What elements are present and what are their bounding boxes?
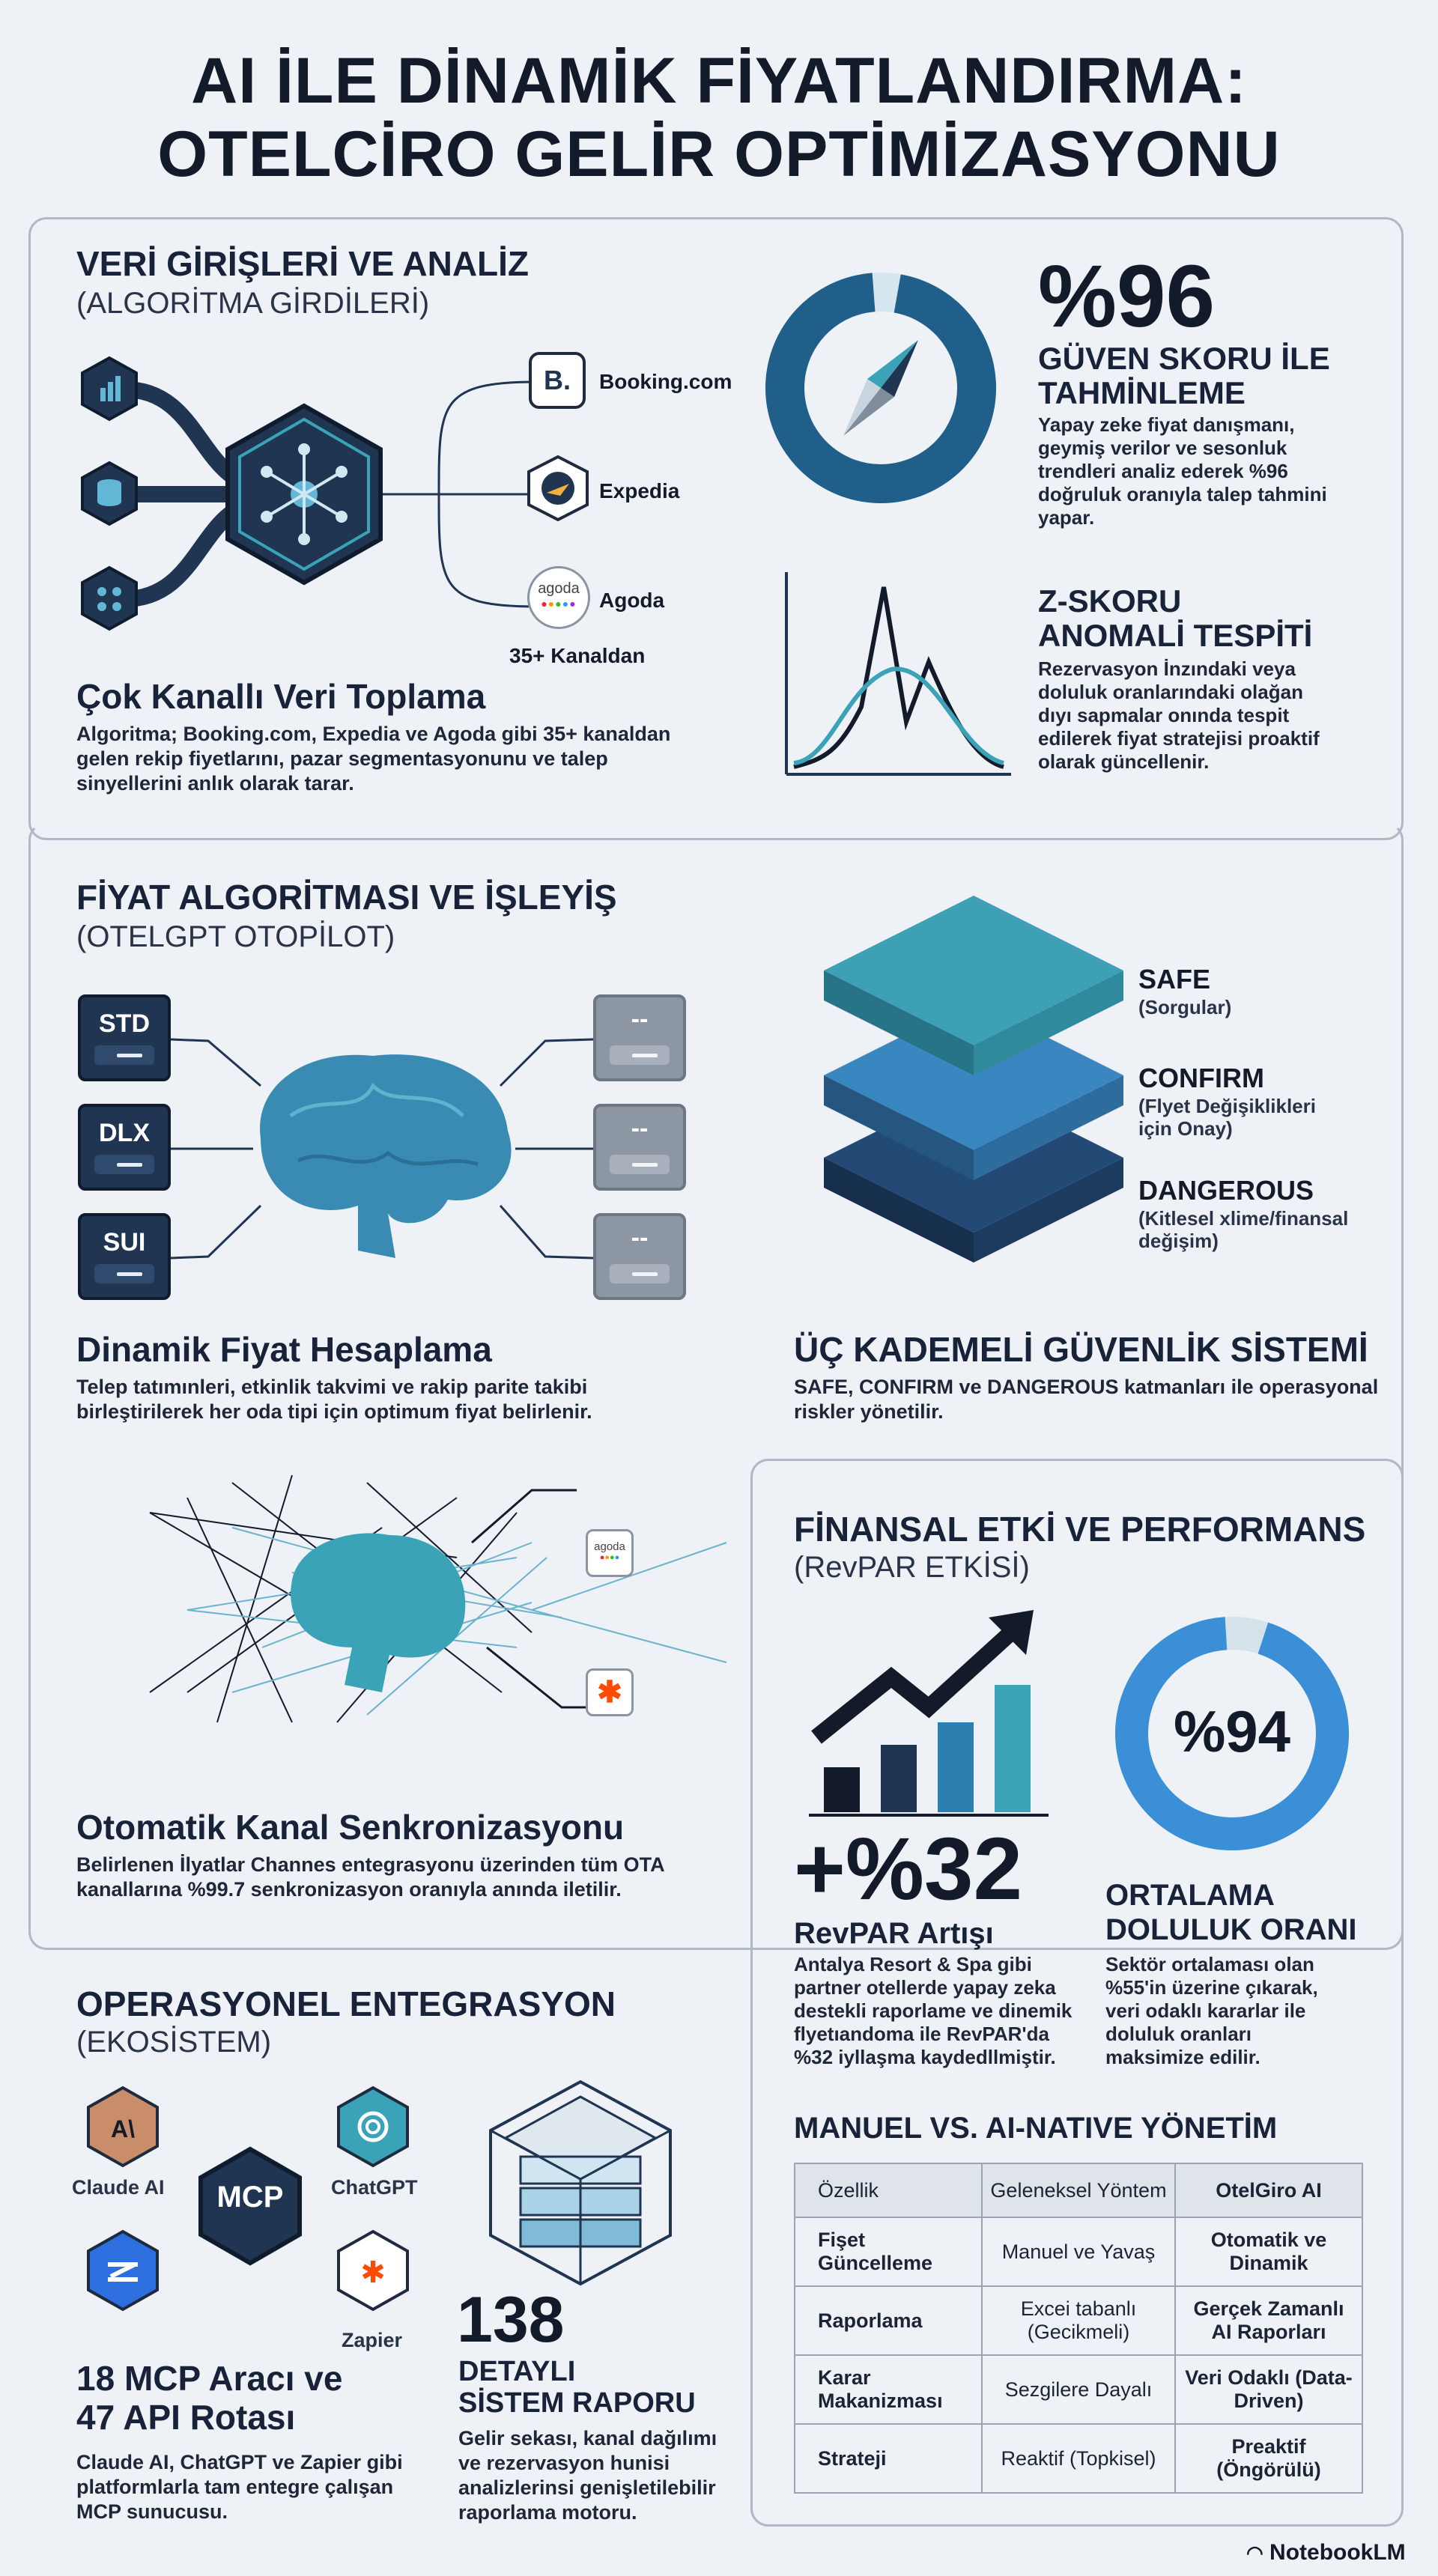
revpar-text [794,1953,1072,2069]
room-label: SUI [103,1228,146,1257]
page-subtitle: OTELCİRO GELİR OPTİMİZASYONU [157,118,1281,190]
report-title-line: DETAYLI [458,2356,576,2387]
report-text-line: raporlama motoru. [458,2501,637,2524]
occupancy-text-line: maksimize edilir. [1105,2046,1260,2068]
layer-dangerous-desc [1138,1207,1348,1252]
mcp-hub-label: MCP [216,2181,284,2214]
revpar-text-line: destekli raporlame ve dinemik [794,1999,1073,2022]
chart-icon [82,358,136,419]
channel-count-label: 35+ Kanaldan [509,644,646,667]
z-score-title [1038,584,1312,653]
table-header-row [795,2163,1362,2217]
occupancy-title [1105,1878,1357,1947]
price-slot-1 [593,994,686,1081]
table-cell: Fişet Güncelleme [795,2217,982,2286]
tool-label-claude: Claude AI [72,2176,165,2199]
section-subheading-algorithm: (OTELGPT OTOPİLOT) [76,920,395,953]
mcp-title-line: 18 MCP Aracı ve [76,2359,343,2398]
section-heading-ops: OPERASYONEL ENTEGRASYON [76,1984,616,2023]
mcp-title-line: 47 API Rotası [76,2398,296,2437]
report-title [458,2356,696,2419]
confidence-text-line: trendleri analiz ederek %96 [1038,460,1288,482]
mcp-text-line: MCP sunucusu. [76,2500,228,2523]
mcp-text-line: Claude AI, ChatGPT ve Zapier gibi [76,2451,403,2473]
confidence-title-line: TAHMİNLEME [1038,375,1246,410]
report-text [458,2426,717,2525]
confidence-text [1038,413,1327,529]
table-cell: Strateji [795,2424,982,2493]
occupancy-text [1105,1953,1318,2069]
layer-desc-line: (Flyet Değişiklikleri [1138,1095,1316,1117]
zapier-icon [339,2232,407,2309]
collect-text-line: gelen rekip fiyetlarını, pazar segmentasyonunu ve talep [76,747,608,770]
confidence-text-line: yapar. [1038,506,1095,529]
occupancy-text-line: doluluk oranları [1105,2023,1252,2045]
layer-dangerous-label: DANGEROUS [1138,1175,1314,1206]
table-row [795,2355,1362,2424]
revpar-growth-chart-icon [801,1603,1056,1820]
z-score-text-line: olarak güncellenir. [1038,750,1210,773]
price-slot-label: -- [631,1005,649,1033]
table-cell: Manuel ve Yavaş [982,2217,1175,2286]
revpar-text-line: flyetıandoma ile RevPAR'da [794,2023,1049,2045]
layer-desc-line: (Kitlesel xlime/finansal [1138,1207,1349,1230]
layer-safe-desc: (Sorgular) [1138,996,1232,1018]
room-label: DLX [99,1119,150,1147]
section-heading-finance: FİNANSAL ETKİ VE PERFORMANS [794,1510,1366,1549]
table-header: Özellik [795,2163,982,2217]
sync-text-line: kanallarına %99.7 senkronizasyon oranıyla anında iletilir. [76,1878,622,1901]
occupancy-title-line: DOLULUK ORANI [1105,1913,1357,1946]
price-slot-2 [593,1104,686,1191]
channel-booking-label: Booking.com [599,370,732,393]
booking-logo-icon: B. [529,352,586,409]
table-cell: Sezgilere Dayalı [982,2355,1175,2424]
confidence-value: %96 [1038,247,1216,346]
occupancy-value: %94 [1173,1698,1291,1764]
footer-brand [1246,2540,1406,2566]
chatgpt-icon [339,2088,407,2166]
room-chip-std [78,994,171,1081]
table-cell: Veri Odaklı (Data-Driven) [1175,2355,1362,2424]
collect-title: Çok Kanallı Veri Toplama [76,677,486,716]
table-cell: Gerçek Zamanlı AI Raporları [1175,2286,1362,2355]
pricing-text-line: birleştirilerek her oda tipi için optimum fiyat belirlenir. [76,1400,592,1423]
page-title: AI İLE DİNAMİK FİYATLANDIRMA: [191,45,1247,117]
z-score-text-line: doluluk oranlarındaki olağan [1038,681,1303,703]
mcp-text-line: platformlarla tam entegre çalışan [76,2476,394,2498]
collect-text [76,722,670,796]
layer-desc-line: değişim) [1138,1230,1219,1252]
brain-graphic [171,1003,593,1288]
room-label: STD [99,1009,150,1038]
sync-network-graphic [142,1468,741,1737]
table-cell: Otomatik ve Dinamik [1175,2217,1362,2286]
agoda-logo-icon [527,566,590,629]
revpar-text-line: partner otellerde yapay zeka [794,1976,1056,1999]
layer-confirm-label: CONFIRM [1138,1063,1264,1093]
revpar-value: +%32 [794,1820,1023,1919]
database-icon [82,463,136,524]
table-cell: Excei tabanlı (Gecikmeli) [982,2286,1175,2355]
collect-text-line: sinyellerini anlık olarak tarar. [76,772,354,795]
data-hub-graphic [72,344,536,644]
occupancy-text-line: %55'in üzerine çıkarak, [1105,1976,1318,1999]
occupancy-title-line: ORTALAMA [1105,1879,1275,1912]
channel-agoda-label: Agoda [599,589,665,612]
zapier-sync-icon: ✱ [586,1668,634,1716]
occupancy-text-line: Sektör ortalaması olan [1105,1953,1314,1975]
room-chip-dlx [78,1104,171,1191]
sync-brain-icon [291,1534,465,1693]
layer-confirm-desc [1138,1095,1316,1140]
sync-text [76,1853,665,1902]
expedia-icon [526,454,590,523]
z-score-title-line: ANOMALİ TESPİTİ [1038,618,1313,653]
table-cell: Reaktif (Topkisel) [982,2424,1175,2493]
z-score-text [1038,657,1320,774]
price-slot-label: -- [631,1224,649,1252]
confidence-text-line: Yapay zeke fiyat danışmanı, [1038,413,1295,436]
z-score-text-line: edilerek fiyat stratejisi proaktif [1038,727,1320,750]
confidence-gauge [761,268,1001,508]
claude-ai-icon [88,2088,157,2166]
mcp-title [76,2359,342,2437]
revpar-text-line: %32 iyllaşma kaydedllmiştir. [794,2046,1056,2068]
security-text-line: riskler yönetilir. [794,1400,944,1423]
confidence-text-line: doğruluk oranıyla talep tahmini [1038,483,1327,505]
mcp-text [76,2450,403,2524]
report-count: 138 [457,2284,565,2356]
agoda-sync-icon: agoda ●●●● [586,1529,634,1577]
section-heading-data: VERİ GİRİŞLERİ VE ANALİZ [76,244,530,283]
report-text-line: Gelir sekası, kanal dağılımı [458,2427,718,2449]
compare-heading: MANUEL VS. AI-NATIVE YÖNETİM [794,2112,1278,2145]
pricing-text [76,1375,592,1424]
pricing-title: Dinamik Fiyat Hesaplama [76,1330,492,1369]
analysis-hub-icon [228,406,380,583]
table-row [795,2424,1362,2493]
layer-desc-line: için Onay) [1138,1117,1233,1140]
security-text-line: SAFE, CONFIRM ve DANGEROUS katmanları ile operasyonal [794,1376,1379,1398]
svg-text:✱: ✱ [360,2255,386,2290]
room-chip-sui [78,1213,171,1300]
layer-safe-shape [824,896,1123,1075]
tool-label-chatgpt: ChatGPT [331,2176,418,2199]
price-slot-label: -- [631,1114,649,1143]
confidence-title-line: GÜVEN SKORU İLE [1038,341,1330,376]
network-icon [82,568,136,629]
table-header: OtelGiro AI [1175,2163,1362,2217]
table-cell: Karar Makanizması [795,2355,982,2424]
tool-label-zapier: Zapier [342,2329,403,2351]
report-stack-icon [479,2074,682,2291]
table-cell: Preaktif (Öngörülü) [1175,2424,1362,2493]
sync-title: Otomatik Kanal Senkronizasyonu [76,1808,625,1847]
notebooklm-logo-icon: ◠ [1246,2542,1263,2564]
agent-tool-icon [88,2232,157,2309]
report-text-line: analizlerinsi genişletilebilir [458,2476,716,2499]
report-text-line: ve rezervasyon hunisi [458,2452,670,2474]
report-title-line: SİSTEM RAPORU [458,2387,696,2419]
anomaly-chart-graphic [779,572,1011,782]
sync-text-line: Belirlenen İlyatlar Channes entegrasyonu üzerinden tüm OTA [76,1853,665,1876]
table-row [795,2217,1362,2286]
revpar-title: RevPAR Artışı [794,1917,994,1950]
table-header: Geleneksel Yöntem [982,2163,1175,2217]
section-subheading-finance: (RevPAR ETKİSİ) [794,1551,1030,1584]
footer-brand-label: NotebookLM [1269,2540,1406,2565]
z-score-text-line: dıyı sapmalar onında tespit [1038,704,1290,726]
channel-expedia-label: Expedia [599,479,680,502]
agoda-sync-text: agoda [594,1540,625,1553]
z-score-title-line: Z-SKORU [1038,583,1182,619]
occupancy-text-line: veri odaklı kararlar ile [1105,1999,1306,2022]
pricing-text-line: Telep tatımınleri, etkinlik takvimi ve rakip parite takibi [76,1376,588,1398]
svg-text:A\: A\ [111,2115,135,2142]
section-subheading-data: (ALGORİTMA GİRDİLERİ) [76,287,430,320]
price-slot-3 [593,1213,686,1300]
security-title: ÜÇ KADEMELİ GÜVENLİK SİSTEMİ [794,1330,1368,1369]
table-cell: Raporlama [795,2286,982,2355]
section-subheading-ops: (EKOSİSTEM) [76,2026,272,2059]
confidence-text-line: geymiş verilor ve sesonluk [1038,437,1287,459]
revpar-text-line: Antalya Resort & Spa gibi [794,1953,1032,1975]
collect-text-line: Algoritma; Booking.com, Expedia ve Agoda gibi 35+ kanaldan [76,723,671,745]
compare-table [794,2163,1363,2494]
agoda-logo-text: agoda [538,580,580,597]
table-row [795,2286,1362,2355]
section-heading-algorithm: FİYAT ALGORİTMASI VE İŞLEYİŞ [76,878,617,917]
agoda-dots: ●●●●● [541,598,577,610]
brain-icon [260,1054,511,1258]
security-text [794,1375,1378,1424]
security-layers-graphic [816,888,1131,1278]
confidence-title [1038,341,1330,410]
layer-safe-label: SAFE [1138,964,1211,994]
z-score-text-line: Rezervasyon İnzındaki veya [1038,657,1296,680]
